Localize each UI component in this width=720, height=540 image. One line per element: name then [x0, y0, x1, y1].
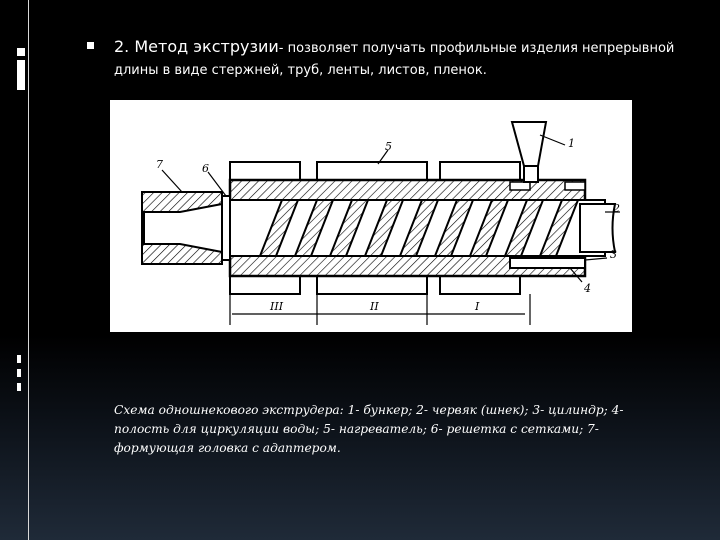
- decorative-square: [17, 48, 25, 56]
- hopper: [512, 122, 546, 166]
- label-2: 2: [613, 202, 620, 215]
- label-6: 6: [202, 162, 209, 175]
- water-cavity: [510, 258, 585, 268]
- heater-block: [230, 162, 300, 180]
- slide-title: [114, 38, 704, 58]
- label-7: 7: [156, 158, 163, 171]
- decorative-bar: [17, 60, 25, 90]
- figure-caption: Схема одношнекового экструдера: 1- бункер; 2- червяк (шнек); 3- цилиндр; 4- полость для циркуляции воды; 5- нагреватель; 6- решетка с сетками; 7- формующая головка с адаптером.: [114, 403, 624, 455]
- decorative-vertical-line: [28, 0, 29, 540]
- label-4: 4: [584, 282, 591, 295]
- title-continuation: длины в виде стержней, труб, ленты, листов, пленок.: [114, 63, 487, 78]
- forming-channel: [144, 204, 222, 252]
- water-cavity-top: [565, 182, 585, 190]
- water-cavity-top: [510, 182, 530, 190]
- heater-block: [317, 162, 427, 180]
- extruder-drawing: [110, 100, 632, 332]
- heater-block: [440, 162, 520, 180]
- heater-block: [440, 276, 520, 294]
- label-3: 3: [610, 248, 617, 261]
- label-1: 1: [568, 137, 575, 150]
- extruder-diagram: [110, 100, 632, 332]
- decorative-mark: [17, 369, 21, 377]
- title-rest: - позволяет получать профильные изделия непрерывной: [278, 41, 675, 56]
- heater-block: [230, 276, 300, 294]
- decorative-mark: [17, 383, 21, 391]
- zone-label-1: I: [475, 300, 480, 313]
- heater-block: [317, 276, 427, 294]
- hopper-neck: [524, 166, 538, 182]
- title-lead: 2. Метод экструзии: [114, 37, 279, 56]
- zone-label-3: III: [270, 300, 284, 313]
- zone-label-2: II: [370, 300, 379, 313]
- breaker-plate: [222, 196, 230, 260]
- bullet-icon: [87, 42, 94, 49]
- label-5: 5: [385, 140, 392, 153]
- decorative-mark: [17, 355, 21, 363]
- screw-shaft-end: [580, 204, 615, 252]
